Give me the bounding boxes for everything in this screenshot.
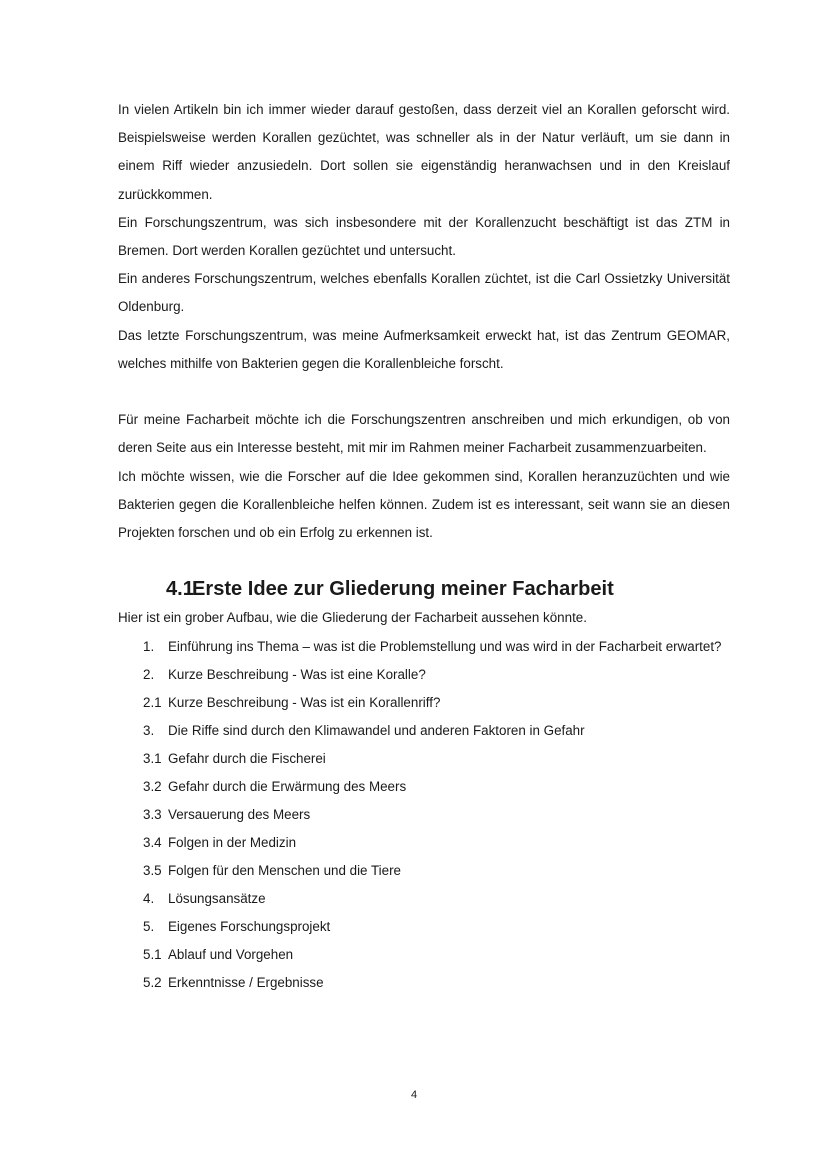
outline-item-text: Die Riffe sind durch den Klimawandel und anderen Faktoren in Gefahr	[168, 722, 585, 738]
outline-item-text: Ablauf und Vorgehen	[168, 946, 294, 962]
outline-item	[118, 633, 730, 661]
outline-item-text: Gefahr durch die Erwärmung des Meers	[168, 778, 407, 794]
body-paragraph: Ein anderes Forschungszentrum, welches ebenfalls Korallen züchtet, ist die Carl Ossietzky Universität Oldenburg.	[118, 271, 730, 315]
outline-item-number: 1.	[143, 638, 155, 654]
outline-item-number: 3.1	[143, 750, 162, 766]
outline-item-number: 5.1	[143, 946, 162, 962]
outline-item	[118, 969, 730, 997]
page-number: 4	[410, 1089, 418, 1101]
outline-item-text: Lösungsansätze	[168, 890, 266, 906]
body-paragraph: In vielen Artikeln bin ich immer wieder darauf gestoßen, dass derzeit viel an Korallen geforscht wird. Beispielsweise werden Korallen gezüchtet, was schneller als in der Natur verläuft, um sie dann in einem Riff wieder anzusiedeln. Dort sollen sie eigenständig heranwachsen und in den Kreislauf zurückkommen.	[118, 102, 730, 202]
body-paragraph: Für meine Facharbeit möchte ich die Forschungszentren anschreiben und mich erkundigen, ob von deren Seite aus ein Interesse besteht, mit mir im Rahmen meiner Facharbeit zusammenzuarbeiten.	[118, 412, 730, 456]
outline-item-text: Gefahr durch die Fischerei	[168, 750, 326, 766]
outline-item	[118, 689, 730, 717]
outline-item-text: Eigenes Forschungsprojekt	[168, 918, 331, 934]
paragraph-spacer	[118, 378, 730, 406]
outline-item-number: 3.2	[143, 778, 162, 794]
outline-item-text: Einführung ins Thema – was ist die Problemstellung und was wird in der Facharbeit erwartet?	[168, 638, 722, 654]
section-heading	[118, 575, 730, 604]
outline-item	[118, 661, 730, 689]
outline-item-text: Folgen in der Medizin	[168, 834, 297, 850]
outline-item-text: Folgen für den Menschen und die Tiere	[168, 862, 401, 878]
outline-item-number: 2.1	[143, 694, 162, 710]
outline-item	[118, 885, 730, 913]
outline-item	[118, 801, 730, 829]
outline-item-text: Kurze Beschreibung - Was ist ein Korallenriff?	[168, 694, 441, 710]
outline-item-text: Versauerung des Meers	[168, 806, 311, 822]
outline-item-number: 2.	[143, 666, 155, 682]
outline-item-number: 3.3	[143, 806, 162, 822]
outline-item	[118, 941, 730, 969]
outline-item	[118, 745, 730, 773]
outline-item-number: 5.	[143, 918, 155, 934]
section-number: 4.1	[166, 578, 194, 601]
outline-item-number: 4.	[143, 890, 155, 906]
outline-item	[118, 773, 730, 801]
body-paragraph: Das letzte Forschungszentrum, was meine Aufmerksamkeit erweckt hat, ist das Zentrum GEOMAR, welches mithilfe von Bakterien gegen die Korallenbleiche forscht.	[118, 327, 730, 371]
paragraph-spacer	[118, 547, 730, 575]
outline-item-text: Erkenntnisse / Ergebnisse	[168, 974, 324, 990]
body-paragraph: Ein Forschungszentrum, was sich insbesondere mit der Korallenzucht beschäftigt ist das ZTM in Bremen. Dort werden Korallen gezüchtet und untersucht.	[118, 214, 730, 259]
outline-item-number: 5.2	[143, 974, 162, 990]
page-content	[118, 96, 730, 997]
outline-list	[118, 633, 730, 997]
outline-item	[118, 717, 730, 745]
outline-item	[118, 829, 730, 857]
outline-item	[118, 913, 730, 941]
outline-item-number: 3.4	[143, 834, 162, 850]
outline-item-text: Kurze Beschreibung - Was ist eine Koralle?	[168, 666, 426, 682]
section-title: Erste Idee zur Gliederung meiner Facharbeit	[192, 578, 614, 601]
outline-item	[118, 857, 730, 885]
body-paragraph: Ich möchte wissen, wie die Forscher auf die Idee gekommen sind, Korallen heranzuzüchten und wie Bakterien gegen die Korallenbleiche helfen können. Zudem ist es interessant, seit wann sie an diesen Projekten forschen und ob ein Erfolg zu erkennen ist.	[118, 468, 730, 541]
outline-item-number: 3.	[143, 722, 155, 738]
section-intro: Hier ist ein grober Aufbau, wie die Gliederung der Facharbeit aussehen könnte.	[118, 610, 587, 626]
outline-item-number: 3.5	[143, 862, 162, 878]
